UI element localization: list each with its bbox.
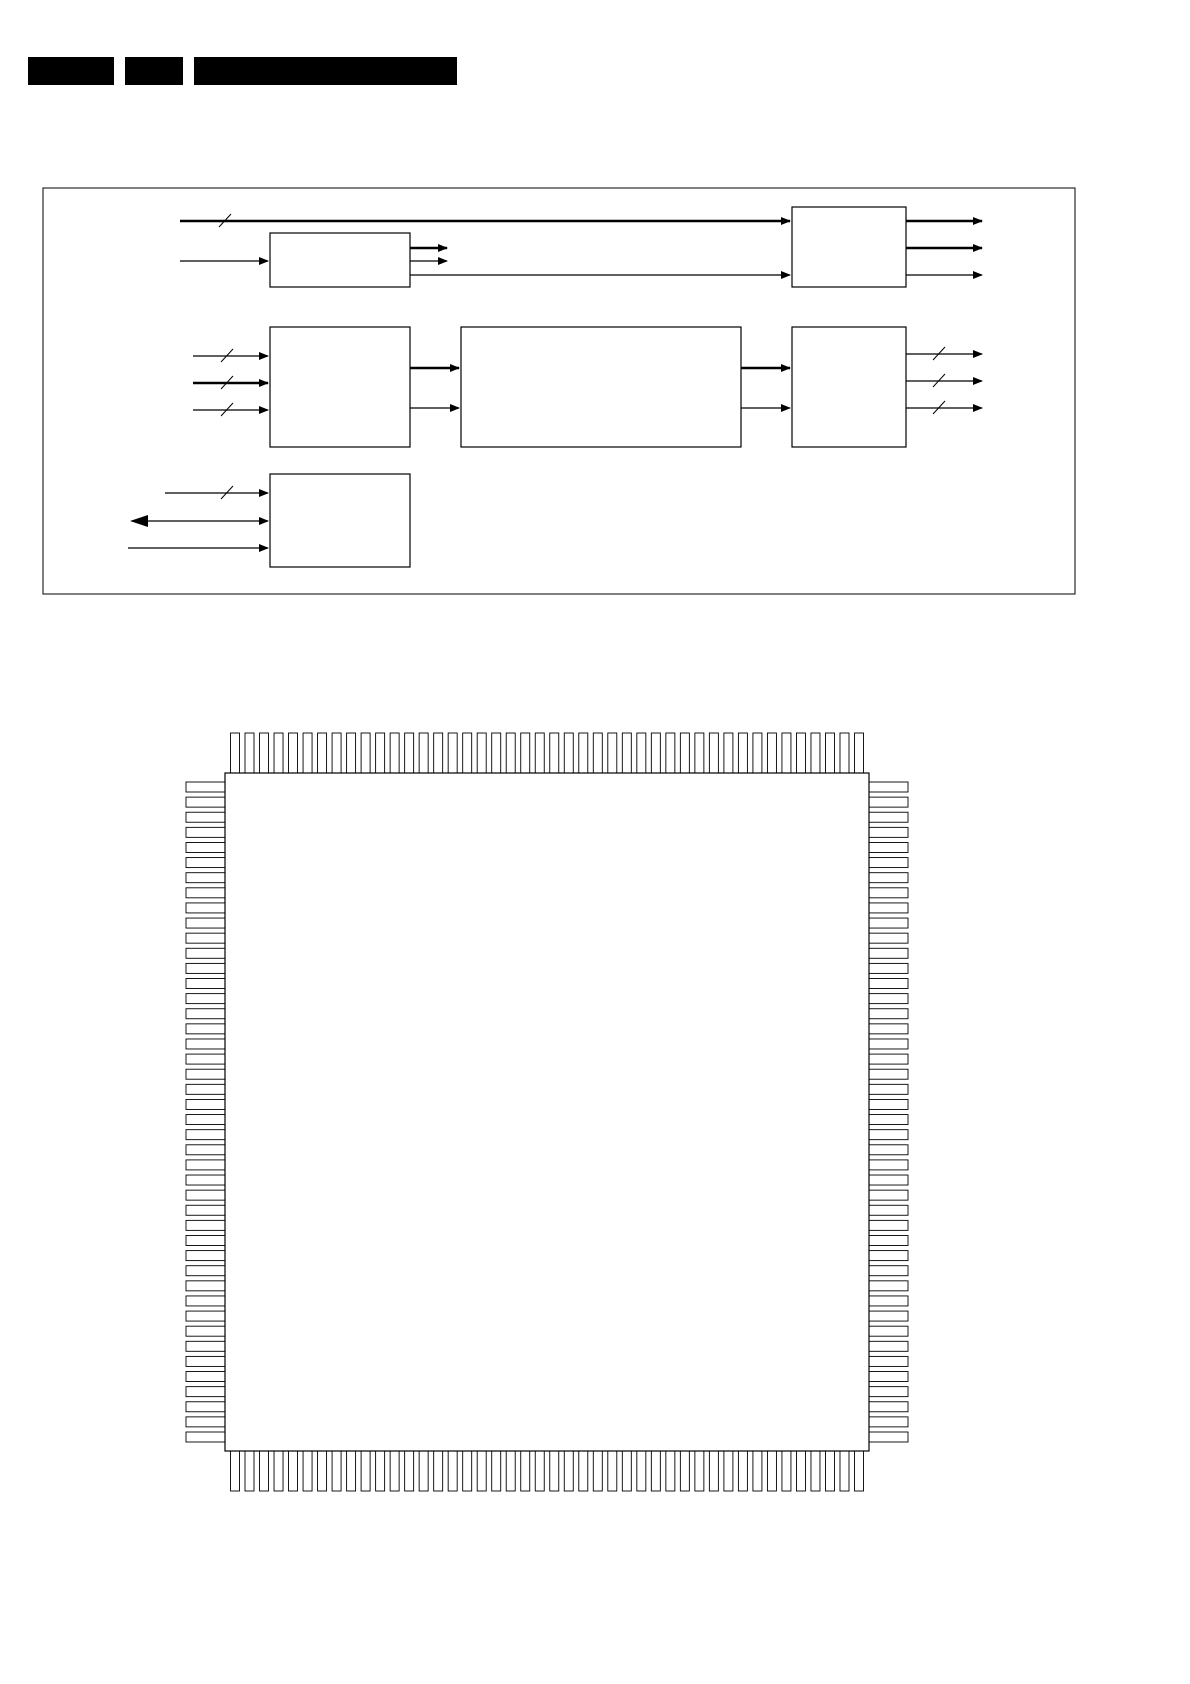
ic-pin-top xyxy=(535,733,544,773)
ic-pin-left xyxy=(186,948,225,958)
ic-pin-right xyxy=(869,827,908,837)
ic-pin-bottom xyxy=(289,1451,298,1491)
ic-pin-top xyxy=(274,733,283,773)
ic-pin-left xyxy=(186,1417,225,1427)
ic-pin-top xyxy=(419,733,428,773)
ic-pin-top xyxy=(303,733,312,773)
ic-pin-left xyxy=(186,1054,225,1064)
ic-pin-top xyxy=(840,733,849,773)
ic-pin-bottom xyxy=(347,1451,356,1491)
ic-pin-left xyxy=(186,1387,225,1397)
ic-pin-top xyxy=(245,733,254,773)
ic-pin-right xyxy=(869,1054,908,1064)
ic-pin-top xyxy=(289,733,298,773)
ic-pin-bottom xyxy=(666,1451,675,1491)
ic-pin-right xyxy=(869,782,908,792)
ic-pin-left xyxy=(186,1402,225,1412)
ic-body xyxy=(225,773,869,1451)
ic-pin-left xyxy=(186,873,225,883)
ic-pin-bottom xyxy=(506,1451,515,1491)
ic-pin-left xyxy=(186,888,225,898)
ic-pin-bottom xyxy=(303,1451,312,1491)
ic-pin-top xyxy=(579,733,588,773)
ic-pin-right xyxy=(869,888,908,898)
ic-pin-right xyxy=(869,1024,908,1034)
ic-pin-bottom xyxy=(492,1451,501,1491)
ic-pin-left xyxy=(186,1009,225,1019)
ic-pin-left xyxy=(186,1235,225,1245)
ic-pin-bottom xyxy=(521,1451,530,1491)
ic-pin-top xyxy=(521,733,530,773)
ic-pin-bottom xyxy=(231,1451,240,1491)
ic-pin-right xyxy=(869,1069,908,1079)
ic-pin-top xyxy=(492,733,501,773)
ic-pin-bottom xyxy=(709,1451,718,1491)
ic-pin-right xyxy=(869,1130,908,1140)
ic-pin-top xyxy=(506,733,515,773)
ic-pin-right xyxy=(869,1235,908,1245)
ic-pin-left xyxy=(186,1069,225,1079)
ic-pin-top xyxy=(608,733,617,773)
ic-pin-left xyxy=(186,1205,225,1215)
ic-pin-bottom xyxy=(767,1451,776,1491)
ic-pin-left xyxy=(186,1190,225,1200)
ic-pin-bottom xyxy=(535,1451,544,1491)
ic-pin-bottom xyxy=(463,1451,472,1491)
ic-pin-right xyxy=(869,1432,908,1442)
ic-pin-bottom xyxy=(782,1451,791,1491)
ic-pin-right xyxy=(869,903,908,913)
ic-pin-bottom xyxy=(318,1451,327,1491)
ic-pin-bottom xyxy=(579,1451,588,1491)
ic-pin-right xyxy=(869,1115,908,1125)
ic-pin-bottom xyxy=(550,1451,559,1491)
ic-pin-top xyxy=(376,733,385,773)
ic-pin-left xyxy=(186,1115,225,1125)
ic-pin-left xyxy=(186,1145,225,1155)
ic-pin-right xyxy=(869,963,908,973)
ic-pin-left xyxy=(186,1356,225,1366)
ic-pin-bottom xyxy=(448,1451,457,1491)
ic-pin-top xyxy=(738,733,747,773)
ic-pin-bottom xyxy=(840,1451,849,1491)
ic-pin-top xyxy=(390,733,399,773)
ic-pin-right xyxy=(869,1326,908,1336)
ic-pin-top xyxy=(434,733,443,773)
ic-pin-right xyxy=(869,1145,908,1155)
ic-pin-left xyxy=(186,782,225,792)
ic-pin-top xyxy=(593,733,602,773)
ic-pin-left xyxy=(186,1220,225,1230)
ic-pin-right xyxy=(869,1296,908,1306)
ic-pin-bottom xyxy=(245,1451,254,1491)
ic-pin-bottom xyxy=(593,1451,602,1491)
ic-pin-top xyxy=(855,733,864,773)
ic-pin-right xyxy=(869,797,908,807)
ic-pin-right xyxy=(869,918,908,928)
ic-pin-bottom xyxy=(564,1451,573,1491)
ic-pin-right xyxy=(869,1099,908,1109)
ic-pin-top xyxy=(680,733,689,773)
ic-pin-top xyxy=(231,733,240,773)
ic-pin-right xyxy=(869,994,908,1004)
ic-pin-top xyxy=(825,733,834,773)
ic-pin-bottom xyxy=(695,1451,704,1491)
ic-pin-right xyxy=(869,1160,908,1170)
ic-pin-top xyxy=(637,733,646,773)
ic-pin-bottom xyxy=(376,1451,385,1491)
ic-pin-right xyxy=(869,1190,908,1200)
ic-pin-left xyxy=(186,1039,225,1049)
ic-pin-left xyxy=(186,963,225,973)
ic-pin-right xyxy=(869,1220,908,1230)
ic-pin-top xyxy=(695,733,704,773)
ic-pin-top xyxy=(347,733,356,773)
ic-pin-left xyxy=(186,1281,225,1291)
ic-pin-right xyxy=(869,933,908,943)
ic-pin-bottom xyxy=(477,1451,486,1491)
ic-pin-bottom xyxy=(724,1451,733,1491)
ic-pin-left xyxy=(186,1296,225,1306)
ic-pin-left xyxy=(186,858,225,868)
ic-pin-top xyxy=(709,733,718,773)
ic-pin-left xyxy=(186,1024,225,1034)
ic-pin-right xyxy=(869,1039,908,1049)
ic-pin-left xyxy=(186,1326,225,1336)
pins-left xyxy=(186,782,225,1442)
ic-pin-left xyxy=(186,1432,225,1442)
ic-pin-right xyxy=(869,1205,908,1215)
ic-pin-top xyxy=(361,733,370,773)
ic-pin-right xyxy=(869,948,908,958)
ic-pin-right xyxy=(869,858,908,868)
ic-pin-bottom xyxy=(753,1451,762,1491)
ic-pin-left xyxy=(186,918,225,928)
ic-pin-right xyxy=(869,1372,908,1382)
ic-pin-bottom xyxy=(811,1451,820,1491)
ic-pin-right xyxy=(869,979,908,989)
ic-pin-top xyxy=(318,733,327,773)
ic-pin-bottom xyxy=(651,1451,660,1491)
ic-pin-top xyxy=(811,733,820,773)
ic-pin-right xyxy=(869,1266,908,1276)
ic-pin-top xyxy=(753,733,762,773)
ic-pin-bottom xyxy=(680,1451,689,1491)
ic-pin-left xyxy=(186,1175,225,1185)
ic-pin-top xyxy=(332,733,341,773)
ic-pin-top xyxy=(724,733,733,773)
ic-pin-right xyxy=(869,1402,908,1412)
ic-pin-left xyxy=(186,1311,225,1321)
ic-pin-left xyxy=(186,1160,225,1170)
ic-pin-right xyxy=(869,1281,908,1291)
ic-pin-top xyxy=(651,733,660,773)
ic-pin-bottom xyxy=(260,1451,269,1491)
ic-pin-top xyxy=(463,733,472,773)
ic-pin-bottom xyxy=(622,1451,631,1491)
ic-pin-right xyxy=(869,812,908,822)
ic-pin-bottom xyxy=(825,1451,834,1491)
pins-right xyxy=(869,782,908,1442)
ic-pin-left xyxy=(186,994,225,1004)
ic-pin-top xyxy=(550,733,559,773)
ic-pin-bottom xyxy=(332,1451,341,1491)
ic-pin-right xyxy=(869,1417,908,1427)
ic-pin-left xyxy=(186,1084,225,1094)
ic-pin-left xyxy=(186,1341,225,1351)
ic-pin-top xyxy=(405,733,414,773)
ic-pin-bottom xyxy=(637,1451,646,1491)
ic-pin-top xyxy=(448,733,457,773)
ic-pin-left xyxy=(186,903,225,913)
pins-bottom xyxy=(231,1451,864,1491)
ic-pin-bottom xyxy=(738,1451,747,1491)
ic-pin-left xyxy=(186,933,225,943)
ic-pin-top xyxy=(260,733,269,773)
ic-pin-top xyxy=(666,733,675,773)
ic-pin-bottom xyxy=(855,1451,864,1491)
ic-pin-bottom xyxy=(274,1451,283,1491)
pins-top xyxy=(231,733,864,773)
ic-pin-left xyxy=(186,1251,225,1261)
ic-pin-right xyxy=(869,1175,908,1185)
ic-pin-top xyxy=(796,733,805,773)
ic-pin-right xyxy=(869,1009,908,1019)
ic-pin-left xyxy=(186,979,225,989)
ic-pin-right xyxy=(869,1084,908,1094)
ic-pin-right xyxy=(869,842,908,852)
ic-pin-top xyxy=(767,733,776,773)
ic-pin-top xyxy=(622,733,631,773)
ic-pin-left xyxy=(186,1099,225,1109)
ic-pin-left xyxy=(186,812,225,822)
ic-pin-right xyxy=(869,1311,908,1321)
ic-pin-right xyxy=(869,1387,908,1397)
ic-pin-right xyxy=(869,873,908,883)
ic-pin-bottom xyxy=(796,1451,805,1491)
ic-pin-right xyxy=(869,1356,908,1366)
ic-pin-left xyxy=(186,797,225,807)
ic-pin-bottom xyxy=(405,1451,414,1491)
ic-pin-right xyxy=(869,1341,908,1351)
ic-pin-left xyxy=(186,1266,225,1276)
ic-pin-bottom xyxy=(419,1451,428,1491)
ic-pin-top xyxy=(564,733,573,773)
ic-pin-bottom xyxy=(434,1451,443,1491)
ic-pin-left xyxy=(186,842,225,852)
ic-pin-bottom xyxy=(390,1451,399,1491)
ic-pin-left xyxy=(186,1130,225,1140)
ic-pin-bottom xyxy=(608,1451,617,1491)
ic-pin-left xyxy=(186,827,225,837)
ic-pin-left xyxy=(186,1372,225,1382)
ic-pin-top xyxy=(782,733,791,773)
ic-pin-right xyxy=(869,1251,908,1261)
ic-pin-top xyxy=(477,733,486,773)
ic-pin-bottom xyxy=(361,1451,370,1491)
